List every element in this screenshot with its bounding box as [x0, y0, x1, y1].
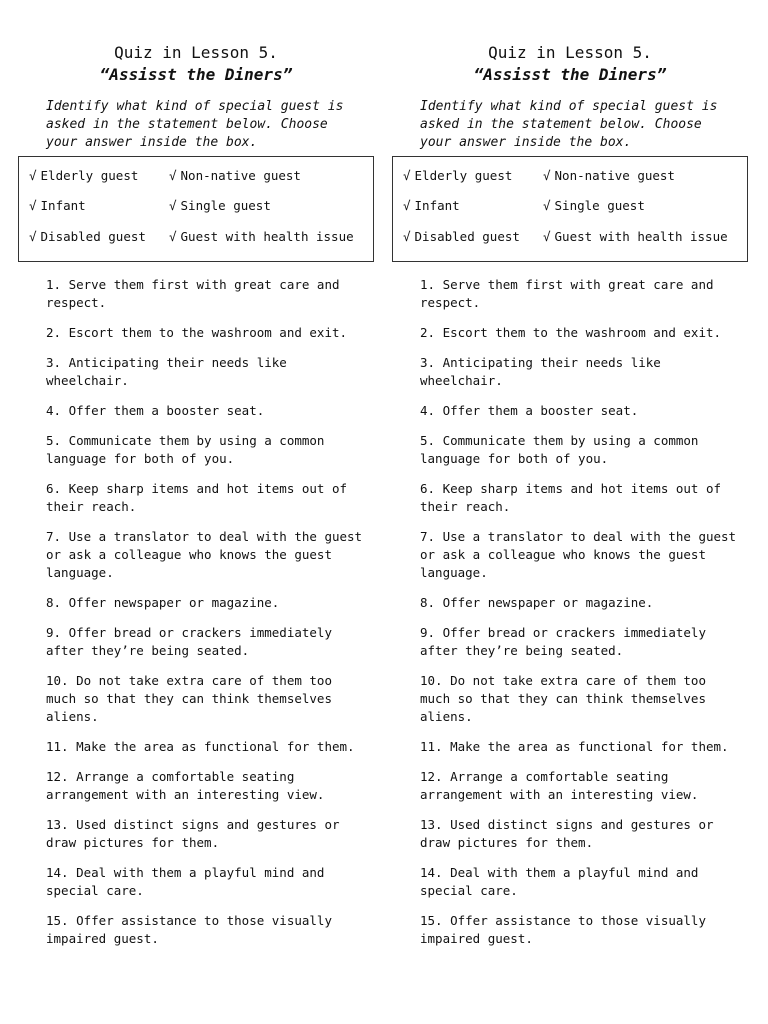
question-item: 9. Offer bread or crackers immediately after they’re being seated.: [420, 625, 706, 658]
quiz-copy-left: [18, 0, 374, 960]
question-item: 1. Serve them first with great care and respect.: [420, 277, 714, 310]
check-mark-icon: √: [29, 198, 37, 214]
choice-row: [403, 191, 747, 222]
check-mark-icon: √: [29, 228, 37, 244]
check-mark-icon: √: [169, 167, 177, 183]
choice-guest-with-health-issue: √ Guest with health issue: [543, 228, 728, 244]
question-item: 14. Deal with them a playful mind and special care.: [420, 865, 699, 898]
quiz-title: Quiz in Lesson 5.: [114, 43, 278, 62]
quiz-title: Quiz in Lesson 5.: [488, 43, 652, 62]
choice-infant: √ Infant: [403, 198, 460, 214]
check-mark-icon: √: [543, 228, 551, 244]
choice-single-guest: √ Single guest: [169, 198, 271, 214]
choice-non-native-guest: √ Non-native guest: [169, 167, 301, 183]
check-mark-icon: √: [543, 198, 551, 214]
question-item: 10. Do not take extra care of them too much so that they can think themselves aliens.: [420, 673, 706, 724]
choice-row: [29, 160, 373, 191]
answer-choices-box: [18, 156, 374, 262]
quiz-subtitle: “Assisst the Diners”: [473, 65, 667, 84]
question-item: 8. Offer newspaper or magazine.: [46, 595, 280, 610]
question-item: 15. Offer assistance to those visually impaired guest.: [46, 913, 332, 946]
quiz-instructions: Identify what kind of special guest is asked in the statement below. Choose your answer inside the box.: [46, 99, 344, 150]
choice-elderly-guest: √ Elderly guest: [403, 167, 513, 183]
answer-choices-box: [392, 156, 748, 262]
question-item: 6. Keep sharp items and hot items out of their reach.: [420, 481, 722, 514]
question-item: 8. Offer newspaper or magazine.: [420, 595, 654, 610]
quiz-instructions: Identify what kind of special guest is asked in the statement below. Choose your answer inside the box.: [420, 99, 718, 150]
question-item: 11. Make the area as functional for them.: [46, 739, 355, 754]
question-item: 5. Communicate them by using a common language for both of you.: [420, 433, 699, 466]
question-item: 2. Escort them to the washroom and exit.: [420, 325, 722, 340]
question-item: 2. Escort them to the washroom and exit.: [46, 325, 348, 340]
choice-single-guest: √ Single guest: [543, 198, 645, 214]
choice-row: [403, 221, 747, 252]
check-mark-icon: √: [169, 198, 177, 214]
question-item: 6. Keep sharp items and hot items out of their reach.: [46, 481, 348, 514]
question-item: 9. Offer bread or crackers immediately after they’re being seated.: [46, 625, 332, 658]
choice-row: [403, 160, 747, 191]
choice-row: [29, 191, 373, 222]
question-item: 5. Communicate them by using a common language for both of you.: [46, 433, 325, 466]
question-item: 4. Offer them a booster seat.: [420, 403, 639, 418]
choice-elderly-guest: √ Elderly guest: [29, 167, 139, 183]
choice-non-native-guest: √ Non-native guest: [543, 167, 675, 183]
check-mark-icon: √: [403, 198, 411, 214]
question-item: 13. Used distinct signs and gestures or draw pictures for them.: [420, 817, 714, 850]
question-item: 4. Offer them a booster seat.: [46, 403, 265, 418]
question-item: 12. Arrange a comfortable seating arrangement with an interesting view.: [46, 769, 325, 802]
quiz-subtitle: “Assisst the Diners”: [99, 65, 293, 84]
choice-row: [29, 221, 373, 252]
choice-infant: √ Infant: [29, 198, 86, 214]
question-item: 3. Anticipating their needs like wheelchair.: [420, 355, 661, 388]
question-item: 10. Do not take extra care of them too much so that they can think themselves aliens.: [46, 673, 332, 724]
question-item: 12. Arrange a comfortable seating arrangement with an interesting view.: [420, 769, 699, 802]
choice-disabled-guest: √ Disabled guest: [403, 228, 520, 244]
question-item: 7. Use a translator to deal with the guest or ask a colleague who knows the guest language.: [46, 529, 363, 580]
check-mark-icon: √: [403, 228, 411, 244]
quiz-copy-right: [392, 0, 748, 960]
check-mark-icon: √: [169, 228, 177, 244]
check-mark-icon: √: [29, 167, 37, 183]
question-item: 1. Serve them first with great care and respect.: [46, 277, 340, 310]
check-mark-icon: √: [403, 167, 411, 183]
choice-disabled-guest: √ Disabled guest: [29, 228, 146, 244]
question-item: 11. Make the area as functional for them.: [420, 739, 729, 754]
question-list: [46, 276, 366, 948]
question-item: 7. Use a translator to deal with the guest or ask a colleague who knows the guest language.: [420, 529, 737, 580]
question-item: 13. Used distinct signs and gestures or draw pictures for them.: [46, 817, 340, 850]
question-item: 3. Anticipating their needs like wheelchair.: [46, 355, 287, 388]
question-list: [420, 276, 740, 948]
question-item: 14. Deal with them a playful mind and special care.: [46, 865, 325, 898]
check-mark-icon: √: [543, 167, 551, 183]
question-item: 15. Offer assistance to those visually impaired guest.: [420, 913, 706, 946]
choice-guest-with-health-issue: √ Guest with health issue: [169, 228, 354, 244]
